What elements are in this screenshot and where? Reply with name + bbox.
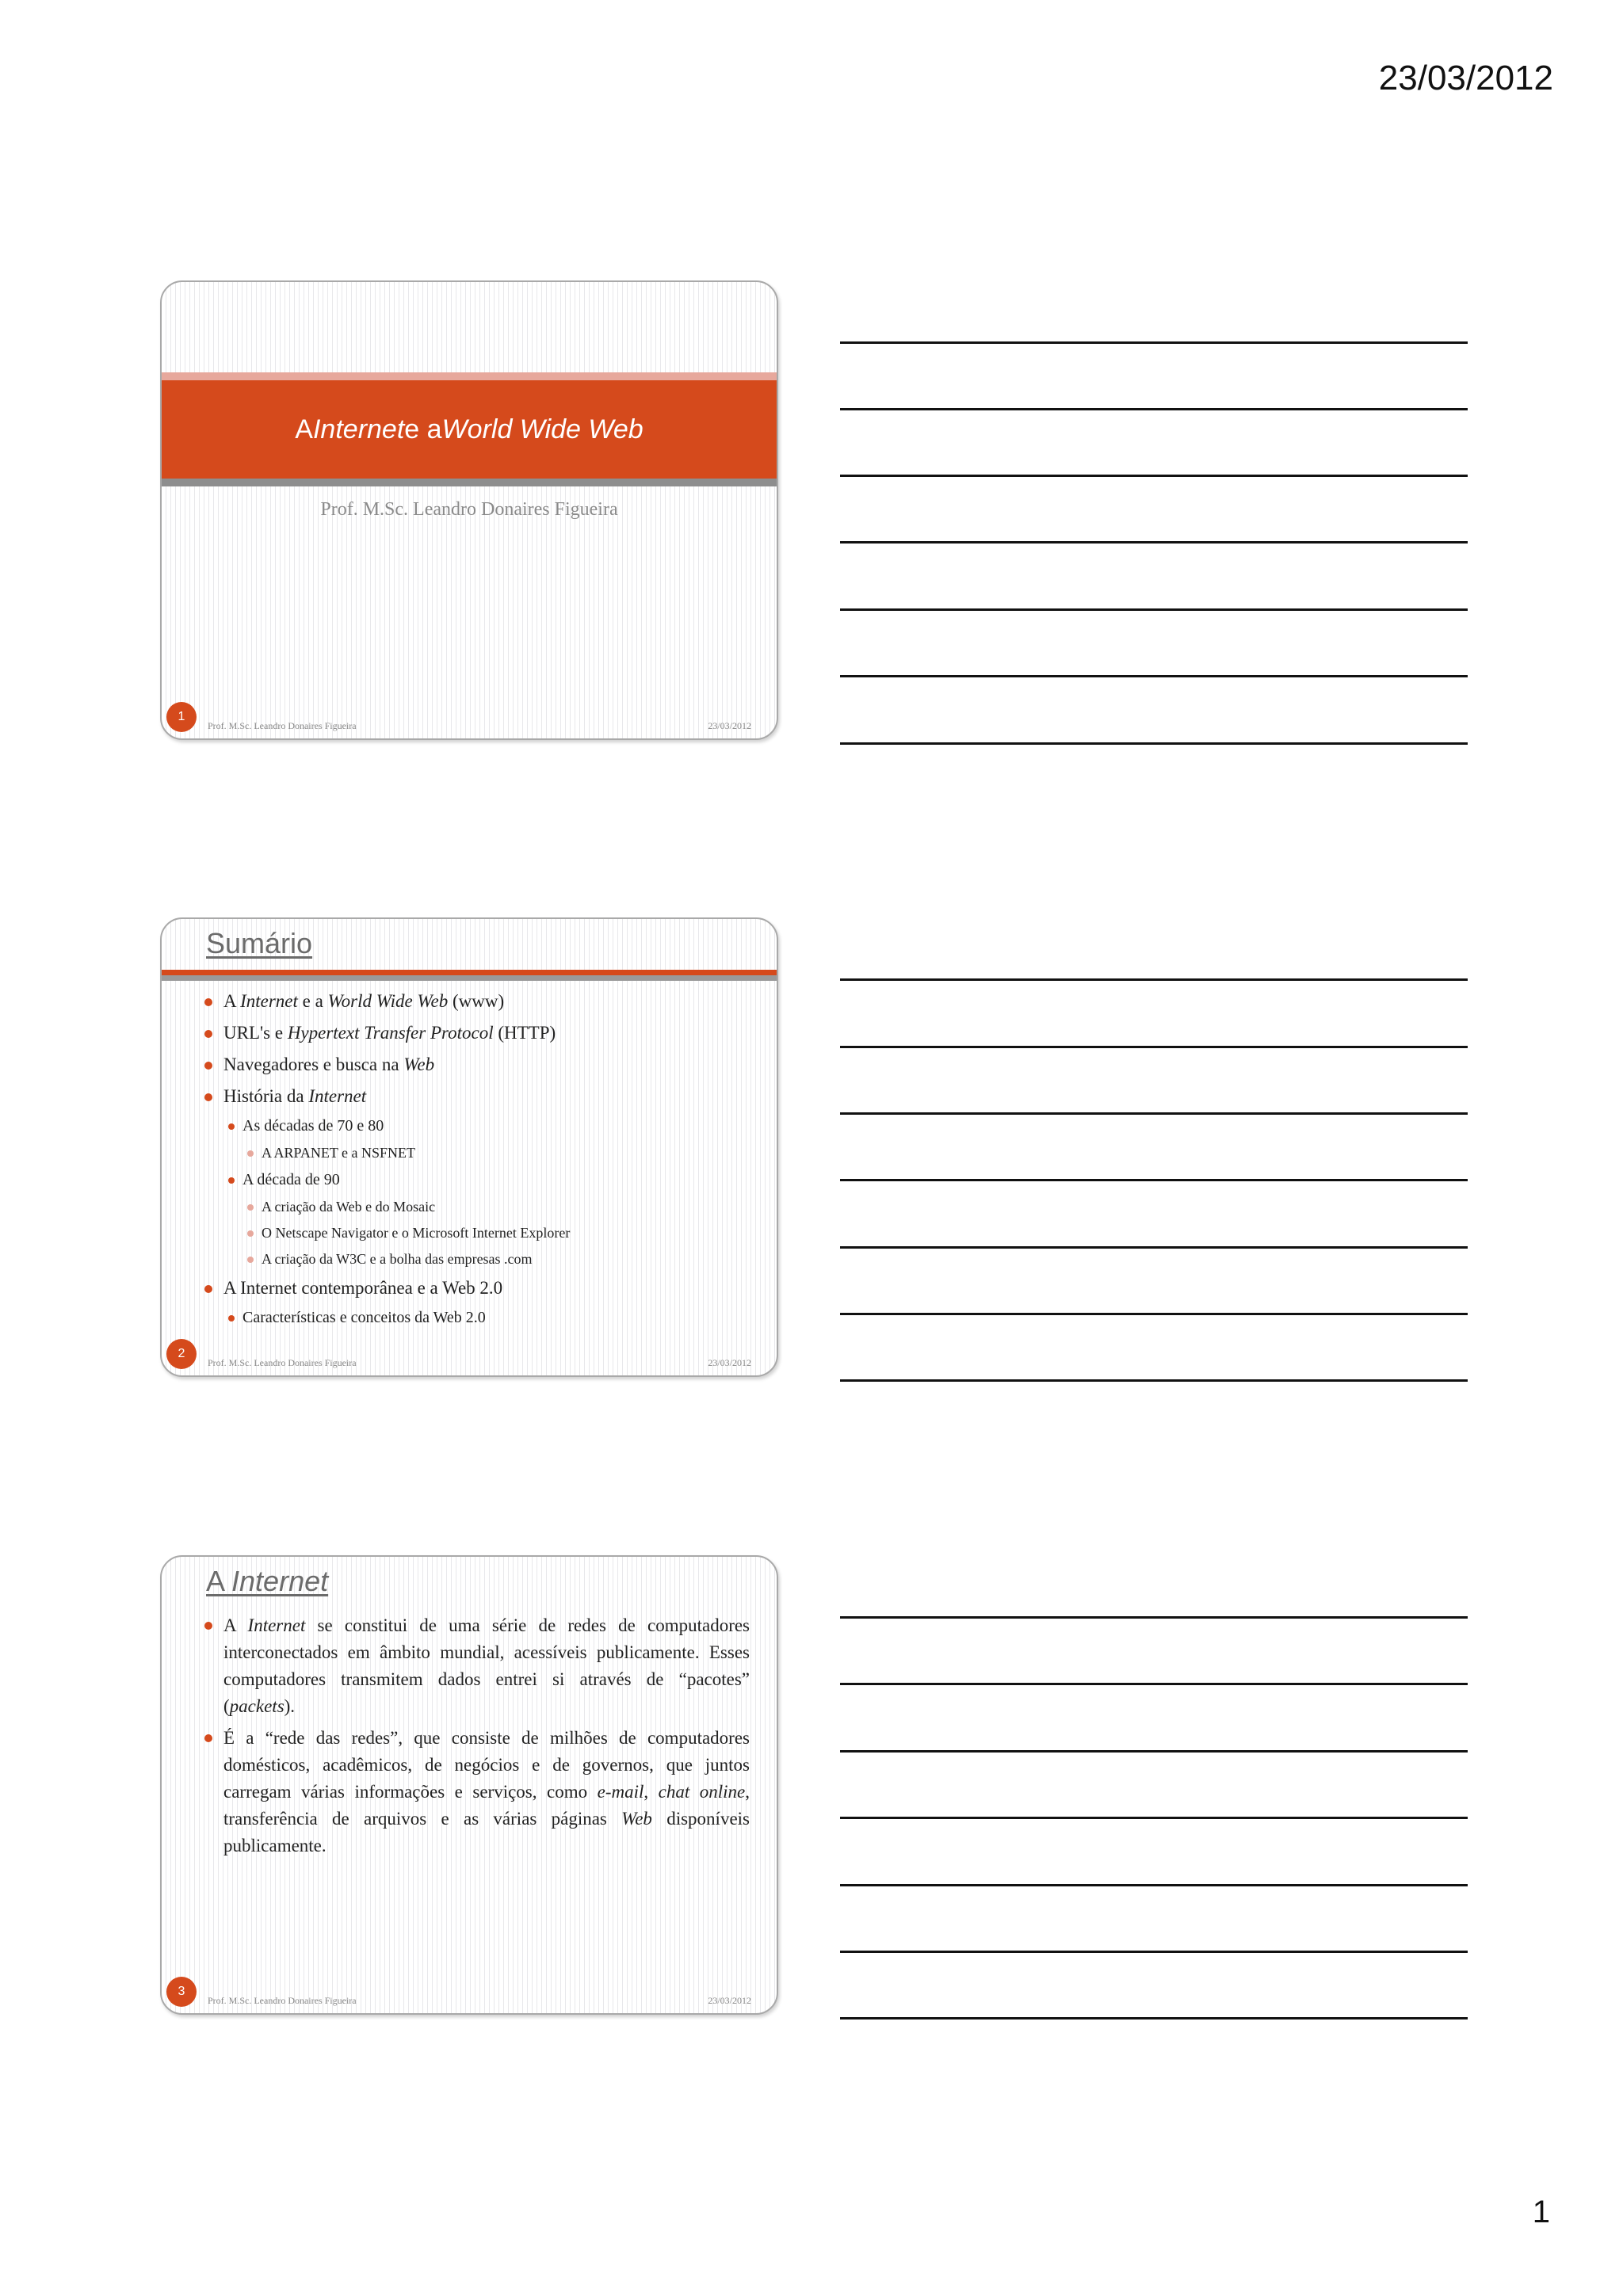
text: e a <box>297 991 328 1011</box>
text: , <box>643 1782 659 1802</box>
title-rule-shadow <box>162 975 777 981</box>
title-text: A <box>206 1565 232 1597</box>
list-item: A ARPANET e a NSFNET <box>204 1140 759 1166</box>
slide-footer-author: Prof. M.Sc. Leandro Donaires Figueira <box>208 720 357 731</box>
text: disponíveis publicamente. <box>223 1809 750 1855</box>
title-text: e a <box>404 414 442 444</box>
title-text-italic: Internet <box>231 1565 329 1597</box>
note-line <box>840 1179 1468 1181</box>
title-band-shadow <box>162 479 777 486</box>
text: , transferência de arquivos e as várias páginas <box>223 1782 750 1829</box>
slide-1-subtitle: Prof. M.Sc. Leandro Donaires Figueira <box>320 499 618 520</box>
page-date: 23/03/2012 <box>1378 59 1553 97</box>
slide-number-badge: 1 <box>166 702 197 732</box>
summary-list <box>204 986 759 1332</box>
slide-2 <box>160 917 778 1377</box>
title-rule <box>162 970 777 975</box>
list-item: O Netscape Navigator e o Microsoft Internet Explorer <box>204 1220 759 1246</box>
list-item: A Internet contemporânea e a Web 2.0 <box>204 1272 759 1304</box>
text: História da <box>223 1086 309 1106</box>
note-line <box>840 1112 1468 1115</box>
note-line <box>840 675 1468 677</box>
title-text-italic: Internet <box>312 414 405 444</box>
note-line <box>840 408 1468 410</box>
text: A <box>223 1615 248 1635</box>
note-line <box>840 1379 1468 1382</box>
note-line <box>840 1884 1468 1886</box>
slide-1 <box>160 280 778 740</box>
list-item <box>204 986 759 1017</box>
list-item <box>204 1612 750 1720</box>
text: (HTTP) <box>493 1023 556 1043</box>
note-line <box>840 608 1468 611</box>
list-item: As décadas de 70 e 80 <box>204 1112 759 1140</box>
list-item: A década de 90 <box>204 1166 759 1194</box>
slide-footer-author: Prof. M.Sc. Leandro Donaires Figueira <box>208 1995 357 2006</box>
text-italic: Internet <box>240 991 298 1011</box>
list-item <box>204 1725 750 1859</box>
note-line <box>840 341 1468 344</box>
text-italic: packets <box>229 1696 285 1716</box>
text-italic: Web <box>621 1809 652 1829</box>
slide-3-title <box>206 1565 328 1598</box>
text-italic: Web <box>403 1055 435 1074</box>
note-line <box>840 541 1468 543</box>
note-line <box>840 475 1468 477</box>
text: URL's e <box>223 1023 288 1043</box>
text-italic: e-mail <box>597 1782 644 1802</box>
note-line <box>840 1046 1468 1048</box>
text: Navegadores e busca na <box>223 1055 404 1074</box>
text: se constitui de uma série de redes de computadores interconectados em âmbito mundial, acessíveis publicamente. Esses computadores transmitem dados entrei si através de “pacotes” ( <box>223 1615 750 1716</box>
text-italic: World Wide Web <box>327 991 449 1011</box>
title-band-accent <box>162 372 777 380</box>
list-item <box>204 1017 759 1049</box>
list-item: A criação da W3C e a bolha das empresas .com <box>204 1246 759 1272</box>
text-italic: Internet <box>308 1086 367 1106</box>
list-item: Características e conceitos da Web 2.0 <box>204 1304 759 1332</box>
note-line <box>840 1817 1468 1819</box>
slide-2-title: Sumário <box>206 927 313 959</box>
page-number: 1 <box>1532 2195 1550 2229</box>
note-line <box>840 1246 1468 1249</box>
text: É a “rede das redes”, que consiste de milhões de computadores domésticos, acadêmicos, de negócios e de governos, que juntos carregam várias informações e serviços, como <box>223 1728 750 1802</box>
text-italic: chat online <box>658 1782 746 1802</box>
note-line <box>840 978 1468 981</box>
title-text: A <box>295 414 313 444</box>
slide-footer-author: Prof. M.Sc. Leandro Donaires Figueira <box>208 1357 357 1368</box>
list-item <box>204 1049 759 1081</box>
text: (www) <box>448 991 505 1011</box>
slide-footer-date: 23/03/2012 <box>708 1995 751 2006</box>
text: A <box>223 991 241 1011</box>
note-line <box>840 1750 1468 1753</box>
note-line <box>840 742 1468 745</box>
slide-number-badge: 2 <box>166 1339 197 1369</box>
note-line <box>840 1951 1468 1953</box>
slide-number-badge: 3 <box>166 1977 197 2007</box>
slide-3 <box>160 1555 778 2015</box>
slide-1-title <box>162 380 777 479</box>
note-line <box>840 2017 1468 2019</box>
note-line <box>840 1683 1468 1685</box>
text: ). <box>284 1696 296 1716</box>
list-item <box>204 1081 759 1112</box>
note-line <box>840 1616 1468 1619</box>
internet-paragraphs <box>204 1612 750 1864</box>
note-line <box>840 1313 1468 1315</box>
slide-footer-date: 23/03/2012 <box>708 1357 751 1368</box>
slide-footer-date: 23/03/2012 <box>708 720 751 731</box>
title-text-italic: World Wide Web <box>441 414 643 444</box>
text-italic: Internet <box>247 1615 306 1635</box>
list-item: A criação da Web e do Mosaic <box>204 1194 759 1220</box>
text-italic: Hypertext Transfer Protocol <box>287 1023 494 1043</box>
